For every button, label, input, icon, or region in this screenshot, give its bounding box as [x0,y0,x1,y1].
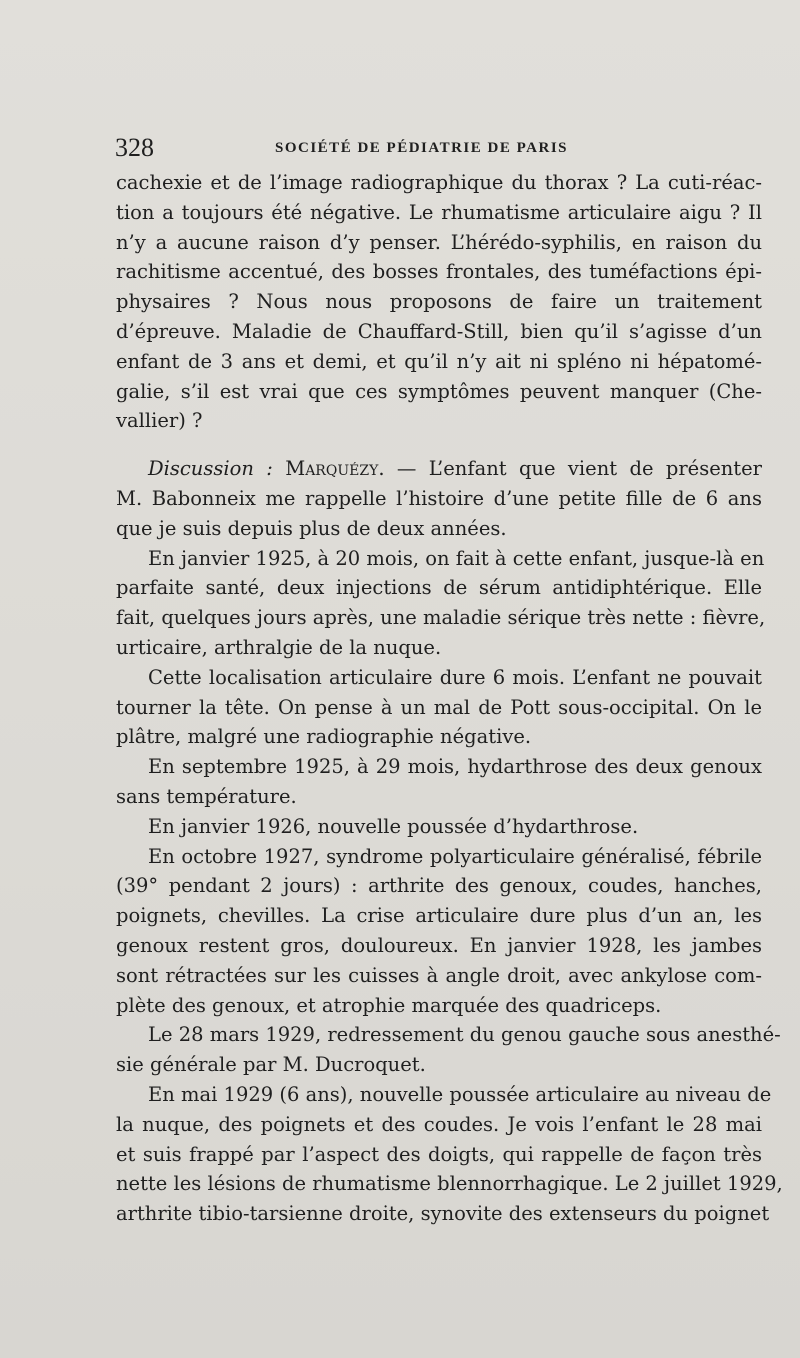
text-line: vallier) ? [116,409,203,433]
discussion-line-rest: — L’enfant que vient de présenter [396,457,762,481]
text-line: enfant de 3 ans et demi, et qu’il n’y ait ni spléno ni hépatomé- [116,349,762,373]
running-head: SOCIÉTÉ DE PÉDIATRIE DE PARIS [275,140,568,156]
text-line: En mai 1929 (6 ans), nouvelle poussée articulaire au niveau de [148,1082,772,1106]
text-line: rachitisme accentué, des bosses frontales, des tuméfactions épi- [116,260,762,284]
paragraph-9 [116,1080,783,1229]
text-line: la nuque, des poignets et des coudes. Je vois l’enfant le 28 mai [116,1112,762,1136]
text-line: M. Babonneix me rappelle l’histoire d’une petite fille de 6 ans [116,486,762,510]
paragraph-8 [116,1020,781,1080]
paragraph-4 [116,663,762,752]
text-line: poignets, chevilles. La crise articulaire dure plus d’un an, les [116,904,762,928]
text-line: En janvier 1926, nouvelle poussée d’hydarthrose. [148,814,639,838]
text-line: sie générale par M. Ducroquet. [116,1053,426,1077]
text-line: et suis frappé par l’aspect des doigts, qui rappelle de façon très [116,1142,762,1166]
paragraph-7 [116,842,762,1021]
text-line: En septembre 1925, à 29 mois, hydarthrose des deux genoux [148,755,762,779]
text-line: (39° pendant 2 jours) : arthrite des genoux, coudes, hanches, [116,874,762,898]
text-line: galie, s’il est vrai que ces symptômes peuvent manquer (Che- [116,379,762,403]
text-line: physaires ? Nous nous proposons de faire un traitement [116,290,762,314]
discussion-label: Discussion : [148,457,273,481]
text-line: d’épreuve. Maladie de Chauffard-Still, bien qu’il s’agisse d’un [116,319,762,343]
text-line: plâtre, malgré une radiographie négative. [116,725,532,749]
text-line: Cette localisation articulaire dure 6 mois. L’enfant ne pouvait [148,665,762,689]
text-line: En octobre 1927, syndrome polyarticulaire généralisé, fébrile [148,844,762,868]
paragraph-3 [116,544,766,663]
paragraph-6 [116,812,762,842]
text-line: urticaire, arthralgie de la nuque. [116,635,442,659]
page-header [115,133,755,163]
body-text [116,168,783,1229]
paragraph-1 [116,168,762,436]
text-line: En janvier 1925, à 20 mois, on fait à cette enfant, jusque-là en [148,546,765,570]
text-line: nette les lésions de rhumatisme blennorrhagique. Le 2 juillet 1929, [116,1172,783,1196]
text-line: sans température. [116,784,297,808]
discussion-paragraph [116,454,762,543]
text-line: tion a toujours été négative. Le rhumatisme articulaire aigu ? Il [116,200,762,224]
text-line: tourner la tête. On pense à un mal de Pott sous-occipital. On le [116,695,762,719]
text-line: cachexie et de l’image radiographique du thorax ? La cuti-réac- [116,171,762,194]
speaker-name: Marquézy. [285,457,385,481]
page-number: 328 [115,133,154,162]
paragraph-5 [116,752,762,812]
text-line: fait, quelques jours après, une maladie sérique très nette : fièvre, [116,606,766,630]
text-line: sont rétractées sur les cuisses à angle droit, avec ankylose com- [116,963,762,987]
text-line: plète des genoux, et atrophie marquée des quadriceps. [116,993,662,1017]
text-line: arthrite tibio-tarsienne droite, synovite des extenseurs du poignet [116,1202,770,1226]
text-line: n’y a aucune raison d’y penser. L’hérédo-syphilis, en raison du [116,230,762,254]
text-line: genoux restent gros, douloureux. En janvier 1928, les jambes [116,933,762,957]
discussion-first-line [116,454,762,484]
text-line: parfaite santé, deux injections de sérum antidiphtérique. Elle [116,576,762,600]
text-line: que je suis depuis plus de deux années. [116,516,507,540]
text-line: Le 28 mars 1929, redressement du genou gauche sous anesthé- [148,1023,781,1047]
